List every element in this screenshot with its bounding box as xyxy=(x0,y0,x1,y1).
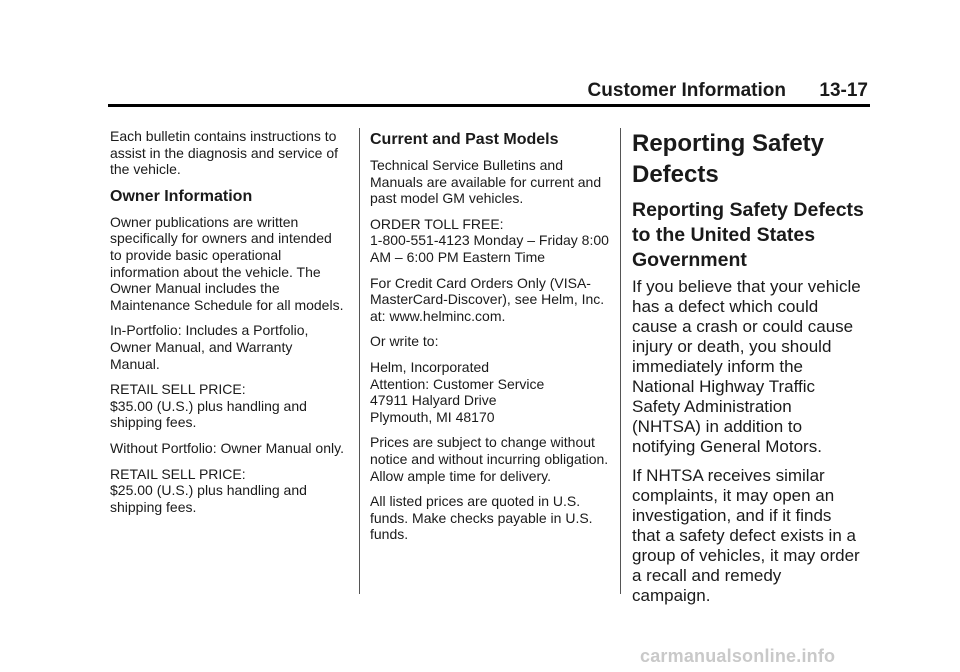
address-line: 47911 Halyard Drive xyxy=(370,392,497,409)
in-portfolio-paragraph: In-Portfolio: Includes a Portfolio, Owner Manual, and Warranty Manual. xyxy=(110,322,309,372)
nhtsa-complaints-paragraph: If NHTSA receives similar complaints, it may open an investigation, and if it finds that a safety defect exists in a group of vehicles, it may order a recall and remedy campaign. xyxy=(632,466,860,605)
column-divider-1 xyxy=(359,128,360,594)
defect-belief-paragraph: If you believe that your vehicle has a defect which could cause a crash or could cause injury or death, you should immediately inform the National Highway Traffic Safety Administration (NHTSA) in addition to notifying General Motors. xyxy=(632,277,861,456)
address-line: Attention: Customer Service xyxy=(370,375,545,392)
us-funds-paragraph: All listed prices are quoted in U.S. funds. Make checks payable in U.S. funds. xyxy=(370,493,593,543)
column-middle xyxy=(370,128,610,552)
column-divider-2 xyxy=(620,128,621,594)
address-line: Plymouth, MI 48170 xyxy=(370,408,495,425)
watermark-text: carmanualsonline.info xyxy=(640,646,836,666)
reporting-safety-defects-heading: Reporting Safety Defects xyxy=(632,130,825,188)
retail-price-label-1: RETAIL SELL PRICE: xyxy=(110,381,246,398)
page-number: 13-17 xyxy=(819,80,868,101)
mailing-address xyxy=(370,359,610,425)
address-line: Helm, Incorporated xyxy=(370,358,490,375)
without-portfolio-paragraph: Without Portfolio: Owner Manual only. xyxy=(110,439,344,456)
retail-price-value-1: $35.00 (U.S.) plus handling and shipping fees. xyxy=(110,397,307,431)
retail-price-paragraph-1 xyxy=(110,381,344,431)
price-change-paragraph: Prices are subject to change without notice and without incurring obligation. Allow ample time for delivery. xyxy=(370,434,609,484)
reporting-us-government-heading: Reporting Safety Defects to the United States Government xyxy=(632,199,864,271)
column-left xyxy=(110,128,344,524)
section-title: Customer Information xyxy=(587,80,786,101)
order-phone-hours: 1-800-551-4123 Monday – Friday 8:00 AM – 6:00 PM Eastern Time xyxy=(370,232,609,265)
service-bulletins-paragraph: Technical Service Bulletins and Manuals are available for current and past model GM vehicles. xyxy=(370,157,602,207)
retail-price-paragraph-2 xyxy=(110,466,344,516)
order-toll-free-paragraph xyxy=(370,216,610,266)
or-write-to-paragraph: Or write to: xyxy=(370,333,439,350)
owner-publications-paragraph: Owner publications are written specifically for owners and intended to provide basic operational information about the vehicle. The Owner Manual includes the Maintenance Schedule for all models. xyxy=(110,213,344,313)
owner-information-heading: Owner Information xyxy=(110,187,253,205)
retail-price-label-2: RETAIL SELL PRICE: xyxy=(110,465,246,482)
credit-card-paragraph: For Credit Card Orders Only (VISA-MasterCard-Discover), see Helm, Inc. at: www.helminc.com. xyxy=(370,274,605,324)
retail-price-value-2: $25.00 (U.S.) plus handling and shipping fees. xyxy=(110,482,307,515)
order-toll-free-label: ORDER TOLL FREE: xyxy=(370,215,504,232)
page-header xyxy=(108,80,870,107)
bulletin-paragraph: Each bulletin contains instructions to assist in the diagnosis and service of the vehicle. xyxy=(110,128,339,178)
current-past-models-heading: Current and Past Models xyxy=(370,131,559,148)
column-right xyxy=(632,128,864,615)
